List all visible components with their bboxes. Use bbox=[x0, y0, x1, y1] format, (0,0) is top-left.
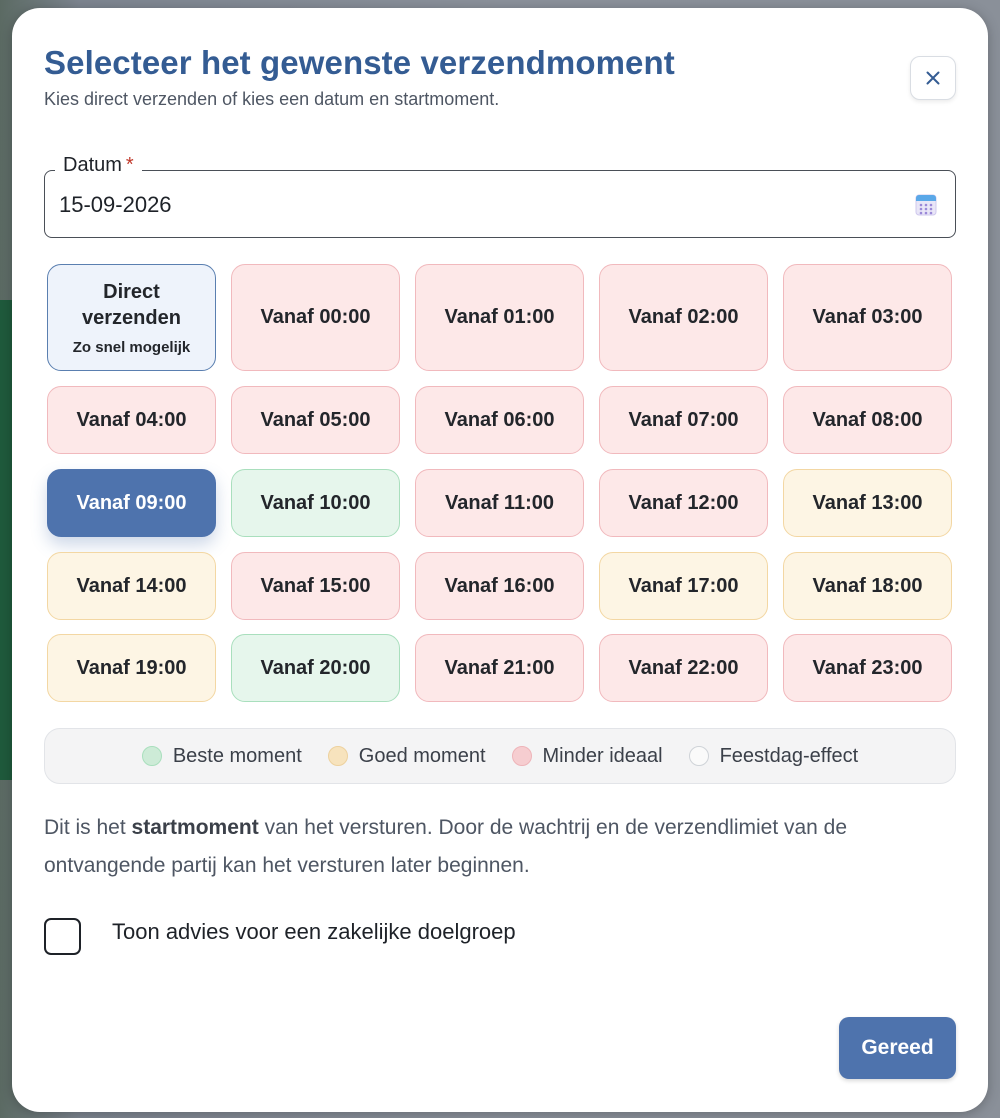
time-slot-0800[interactable]: Vanaf 08:00 bbox=[783, 386, 952, 454]
time-slot-2200[interactable]: Vanaf 22:00 bbox=[599, 634, 768, 702]
yellow-dot-icon bbox=[328, 746, 348, 766]
close-icon bbox=[926, 71, 940, 85]
green-dot-icon bbox=[142, 746, 162, 766]
time-slot-0600[interactable]: Vanaf 06:00 bbox=[415, 386, 584, 454]
time-slot-1500[interactable]: Vanaf 15:00 bbox=[231, 552, 400, 620]
info-bold: startmoment bbox=[131, 816, 259, 839]
legend-good: Goed moment bbox=[328, 745, 486, 768]
send-moment-dialog bbox=[12, 8, 988, 1112]
date-field[interactable] bbox=[44, 154, 956, 238]
time-slot-1000[interactable]: Vanaf 10:00 bbox=[231, 469, 400, 537]
legend bbox=[44, 728, 956, 784]
time-slot-0100[interactable]: Vanaf 01:00 bbox=[415, 264, 584, 371]
time-slot-0500[interactable]: Vanaf 05:00 bbox=[231, 386, 400, 454]
time-slot-0200[interactable]: Vanaf 02:00 bbox=[599, 264, 768, 371]
time-slot-1300[interactable]: Vanaf 13:00 bbox=[783, 469, 952, 537]
direct-send-line1: Direct bbox=[103, 281, 160, 303]
time-slot-0000[interactable]: Vanaf 00:00 bbox=[231, 264, 400, 371]
info-text: Dit is het startmoment van het versturen. Door de wachtrij en de verzendlimiet van de ontvangende partij kan het versturen later beginnen. bbox=[44, 816, 848, 877]
time-slot-1100[interactable]: Vanaf 11:00 bbox=[415, 469, 584, 537]
close-button[interactable] bbox=[910, 56, 956, 100]
time-slot-1800[interactable]: Vanaf 18:00 bbox=[783, 552, 952, 620]
business-checkbox-label[interactable]: Toon advies voor een zakelijke doelgroep bbox=[112, 919, 516, 944]
time-slot-0900[interactable]: Vanaf 09:00 bbox=[47, 469, 216, 537]
direct-send-option[interactable] bbox=[47, 264, 216, 371]
time-slot-2000[interactable]: Vanaf 20:00 bbox=[231, 634, 400, 702]
done-button[interactable]: Gereed bbox=[839, 1017, 956, 1079]
time-slot-0300[interactable]: Vanaf 03:00 bbox=[783, 264, 952, 371]
direct-send-line2: verzenden bbox=[82, 307, 181, 329]
white-dot-icon bbox=[689, 746, 709, 766]
time-slot-1600[interactable]: Vanaf 16:00 bbox=[415, 552, 584, 620]
time-slot-1700[interactable]: Vanaf 17:00 bbox=[599, 552, 768, 620]
time-slot-1900[interactable]: Vanaf 19:00 bbox=[47, 634, 216, 702]
legend-best: Beste moment bbox=[142, 745, 302, 768]
time-slot-0400[interactable]: Vanaf 04:00 bbox=[47, 386, 216, 454]
time-slot-0700[interactable]: Vanaf 07:00 bbox=[599, 386, 768, 454]
date-label: Datum * bbox=[55, 154, 142, 177]
legend-holiday: Feestdag-effect bbox=[689, 745, 859, 768]
time-slot-1200[interactable]: Vanaf 12:00 bbox=[599, 469, 768, 537]
date-input[interactable]: 15-09-2026 bbox=[59, 192, 172, 217]
time-slot-1400[interactable]: Vanaf 14:00 bbox=[47, 552, 216, 620]
dialog-title: Selecteer het gewenste verzendmoment bbox=[44, 44, 675, 81]
legend-less: Minder ideaal bbox=[512, 745, 663, 768]
time-slot-2100[interactable]: Vanaf 21:00 bbox=[415, 634, 584, 702]
dialog-subtitle: Kies direct verzenden of kies een datum en startmoment. bbox=[44, 89, 500, 109]
time-slot-2300[interactable]: Vanaf 23:00 bbox=[783, 634, 952, 702]
business-checkbox[interactable] bbox=[44, 918, 81, 955]
required-mark: * bbox=[125, 154, 134, 176]
calendar-icon[interactable] bbox=[915, 193, 937, 217]
direct-send-sub: Zo snel mogelijk bbox=[72, 339, 191, 356]
red-dot-icon bbox=[512, 746, 532, 766]
